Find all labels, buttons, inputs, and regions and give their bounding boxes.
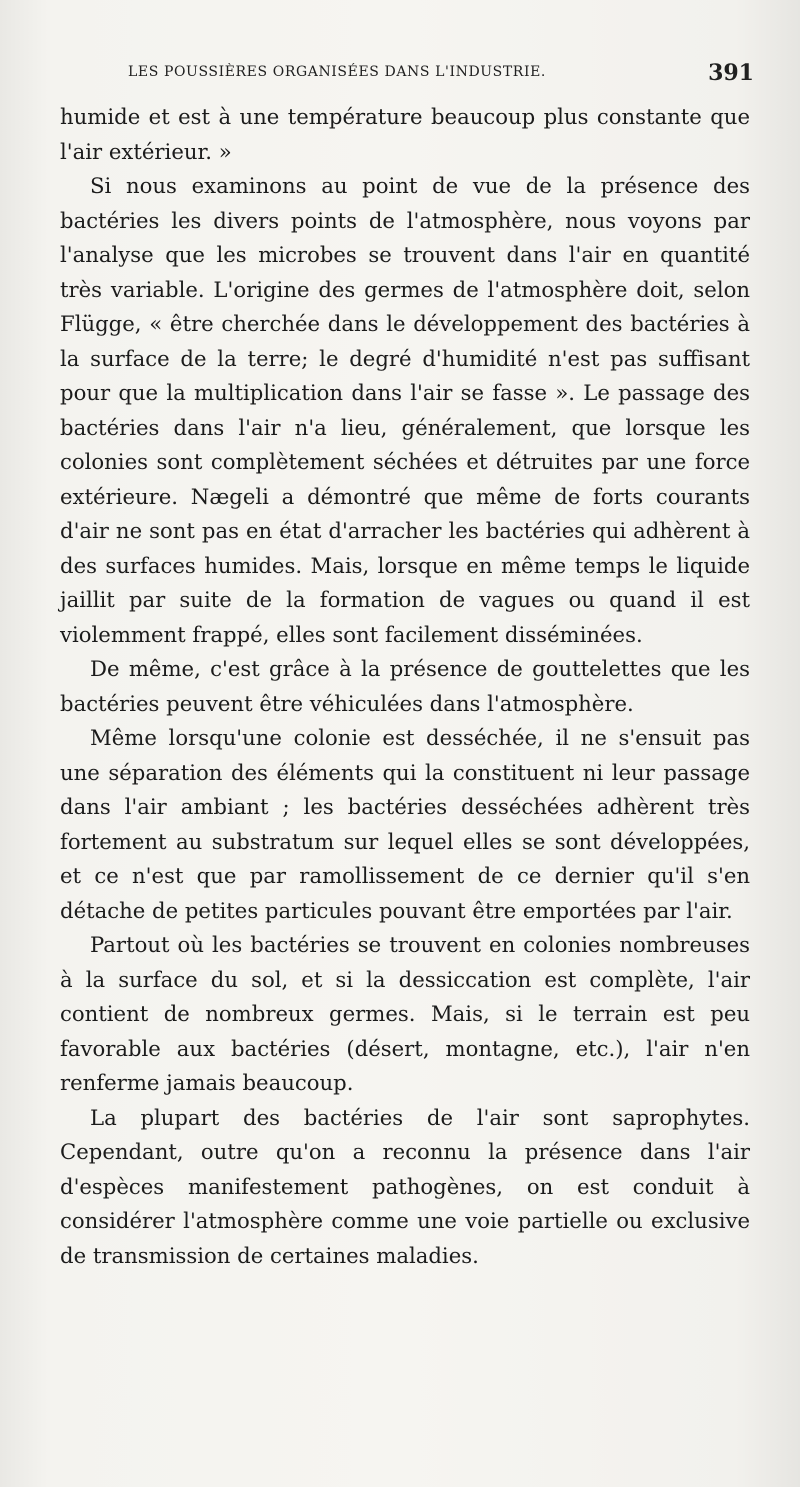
paragraph: Même lorsqu'une colonie est desséchée, il ne s'ensuit pas une séparation des éléments qui la constituent ni leur passage dans l'air ambiant ; les bactéries desséchées adhèrent très fortement au substratum sur lequel elles se sont développées, et ce n'est que par ramollissement de ce dernier qu'il s'en détache de petites particules pouvant être emportées par l'air. — [60, 725, 750, 923]
running-title: LES POUSSIÈRES ORGANISÉES DANS L'INDUSTRIE. — [128, 64, 546, 80]
paragraph: Partout où les bactéries se trouvent en colonies nombreuses à la surface du sol, et si la dessiccation est complète, l'air contient de nombreux germes. Mais, si le terrain est peu favorable aux bactéries (désert, montagne, etc.), l'air n'en renferme jamais beaucoup. — [60, 932, 750, 1095]
page-number: 391 — [708, 60, 754, 86]
paragraph: Si nous examinons au point de vue de la présence des bactéries les divers points de l'atmosphère, nous voyons par l'analyse que les microbes se trouvent dans l'air en quantité très variable. L'origine des germes de l'atmosphère doit, selon Flügge, « être cherchée dans le développement des bactéries à la surface de la terre; le degré d'humidité n'est pas suffisant pour que la multiplication dans l'air se fasse ». Le passage des bactéries dans l'air n'a lieu, généralement, que lorsque les colonies sont complètement séchées et détruites par une force extérieure. Nægeli a démontré que même de forts courants d'air ne sont pas en état d'arracher les bactéries qui adhèrent à des surfaces humides. Mais, lorsque en même temps le liquide jaillit par suite de la formation de vagues ou quand il est violemment frappé, elles sont facilement disséminées. — [60, 173, 750, 647]
paragraph: La plupart des bactéries de l'air sont saprophytes. Cependant, outre qu'on a reconnu la présence dans l'air d'espèces manifestement pathogènes, on est conduit à considérer l'atmosphère comme une voie partielle ou exclusive de transmission de certaines maladies. — [60, 1104, 750, 1268]
paragraph-continuation: humide et est à une température beaucoup plus constante que l'air extérieur. » — [60, 104, 750, 164]
body-text — [60, 100, 750, 1273]
paragraph: De même, c'est grâce à la présence de gouttelettes que les bactéries peuvent être véhiculées dans l'atmosphère. — [60, 656, 750, 716]
page-header — [128, 60, 754, 88]
